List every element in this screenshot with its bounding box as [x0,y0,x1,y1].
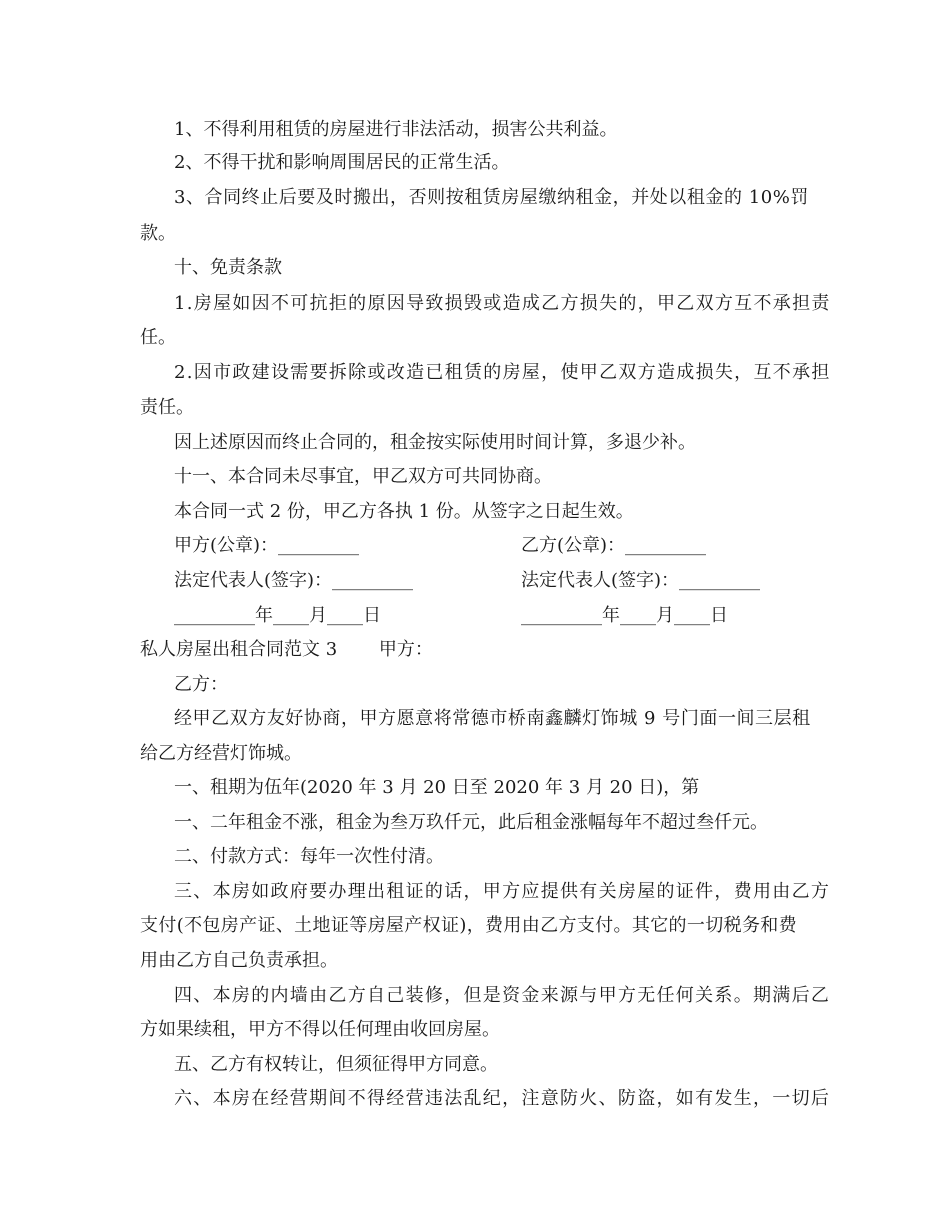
clause-line: 一、租期为伍年(2020 年 3 月 20 日至 2020 年 3 月 20 日)，第 [174,777,700,798]
clause-line: 用由乙方自己负责承担。 [140,950,338,971]
clause-line: 支付(不包房产证、土地证等房屋产权证)，费用由乙方支付。其它的一切税务和费 [140,915,797,936]
clause-line: 三、本房如政府要办理出租证的话，甲方应提供有关房屋的证件，费用由乙方 [174,881,831,902]
party-b-seal: 乙方(公章)：_________ [521,535,707,556]
party-b-representative: 法定代表人(签字)：_________ [521,570,761,591]
clause-line: 给乙方经营灯饰城。 [140,743,302,764]
party-a-date: _________年____月____日 [174,605,381,626]
party-b-date: _________年____月____日 [521,605,728,626]
clause-line: 本合同一式 2 份，甲乙方各执 1 份。从签字之日起生效。 [174,501,634,522]
clause-line: 2、不得干扰和影响周围居民的正常生活。 [174,152,510,173]
clause-line: 2.因市政建设需要拆除或改造已租赁的房屋，使甲乙双方造成损失，互不承担 [174,362,831,383]
clause-line: 责任。 [140,397,194,418]
clause-line: 六、本房在经营期间不得经营违法乱纪，注意防火、防盗，如有发生，一切后 [174,1088,831,1109]
clause-line: 因上述原因而终止合同的，租金按实际使用时间计算，多退少补。 [174,432,696,453]
clause-line: 一、二年租金不涨，租金为叁万玖仟元，此后租金涨幅每年不超过叁仟元。 [174,812,768,833]
party-a-seal: 甲方(公章)：_________ [174,535,360,556]
clause-line: 3、合同终止后要及时搬出，否则按租赁房屋缴纳租金，并处以租金的 10%罚 [174,187,809,208]
clause-line: 款。 [140,223,176,244]
section-heading: 十、免责条款 [174,257,282,278]
clause-line: 1、不得利用租赁的房屋进行非法活动，损害公共利益。 [174,119,618,140]
contract-title: 私人房屋出租合同范文 3 甲方： [140,639,433,660]
clause-line: 五、乙方有权转让，但须征得甲方同意。 [174,1054,498,1075]
clause-line: 二、付款方式：每年一次性付清。 [174,846,444,867]
clause-line: 方如果续租，甲方不得以任何理由收回房屋。 [140,1019,500,1040]
party-b-line: 乙方： [174,674,228,695]
clause-line: 1.房屋如因不可抗拒的原因导致损毁或造成乙方损失的，甲乙双方互不承担责 [174,293,831,314]
clause-line: 经甲乙双方友好协商，甲方愿意将常德市桥南鑫麟灯饰城 9 号门面一间三层租 [174,708,811,729]
party-a-representative: 法定代表人(签字)：_________ [174,570,414,591]
clause-line: 任。 [140,327,176,348]
clause-line: 四、本房的内墙由乙方自己装修，但是资金来源与甲方无任何关系。期满后乙 [174,985,831,1006]
section-heading: 十一、本合同未尽事宜，甲乙双方可共同协商。 [174,466,552,487]
